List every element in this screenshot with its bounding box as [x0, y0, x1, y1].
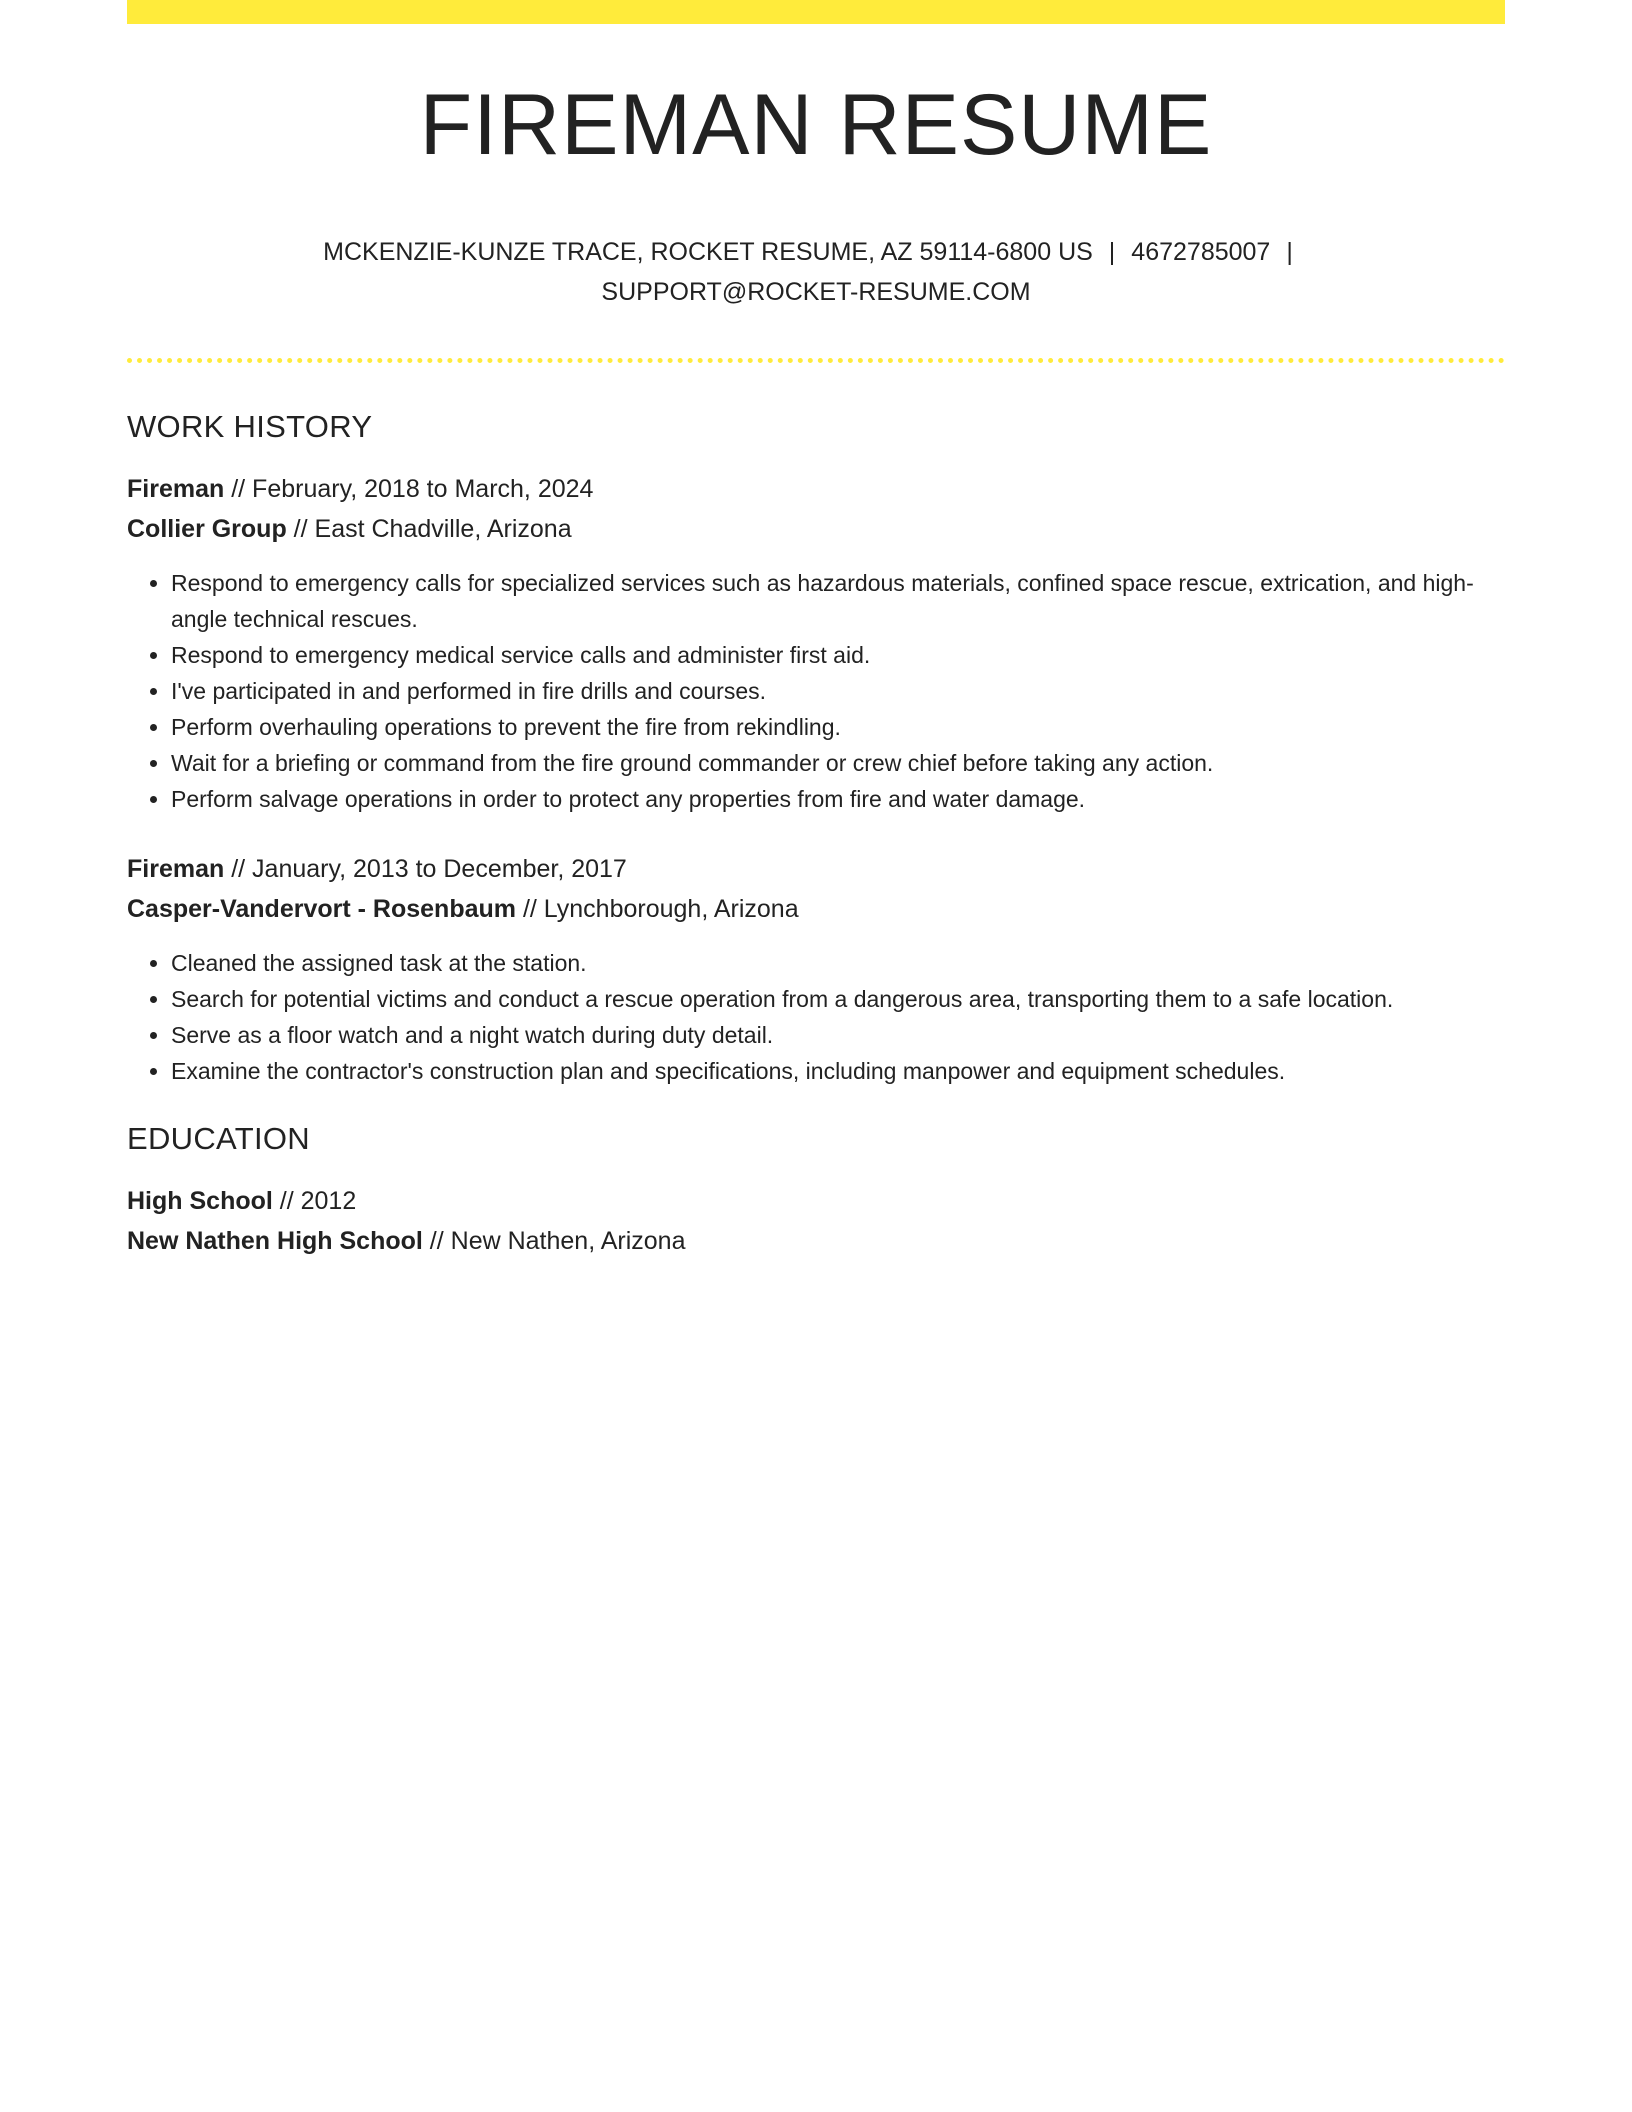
job-duty: • I've participated in and performed in fire drills and courses.: [171, 673, 1505, 709]
job-location: // East Chadville, Arizona: [286, 515, 572, 543]
education-degree-line: [127, 1181, 1505, 1221]
job-duty: • Cleaned the assigned task at the station.: [171, 945, 1505, 981]
job-duty: • Perform salvage operations in order to protect any properties from fire and water damage.: [171, 781, 1505, 817]
job-dates: // January, 2013 to December, 2017: [224, 855, 627, 883]
job-duty: • Respond to emergency calls for specialized services such as hazardous materials, confined space rescue, extrication, and high-angle technical rescues.: [171, 565, 1505, 637]
job-company-line: [127, 889, 1505, 929]
education-entry: [127, 1181, 1505, 1261]
job-duty: • Wait for a briefing or command from the fire ground commander or crew chief before taking any action.: [171, 745, 1505, 781]
job-title-line: [127, 849, 1505, 889]
contact-phone: 4672785007: [1131, 238, 1271, 266]
job-duty: • Serve as a floor watch and a night watch during duty detail.: [171, 1017, 1505, 1053]
education-location: // New Nathen, Arizona: [422, 1227, 686, 1255]
resume-title: FIREMAN RESUME: [419, 77, 1213, 173]
job-entry: [127, 469, 1505, 817]
job-duties-list: [127, 945, 1505, 1089]
contact-info: [127, 232, 1505, 312]
contact-line-2: [127, 272, 1505, 312]
job-title: Fireman: [127, 475, 225, 503]
top-accent-bar: [127, 0, 1505, 24]
contact-line-1: [127, 232, 1505, 272]
job-dates: // February, 2018 to March, 2024: [224, 475, 594, 503]
job-duty: • Search for potential victims and conduct a rescue operation from a dangerous area, transporting them to a safe location.: [171, 981, 1505, 1017]
education-school: New Nathen High School: [127, 1227, 423, 1255]
education-school-line: [127, 1221, 1505, 1261]
education-degree: High School: [127, 1187, 273, 1215]
job-company: Collier Group: [127, 515, 287, 543]
job-duties-list: [127, 565, 1505, 817]
work-history-section: [127, 409, 1505, 1089]
job-title: Fireman: [127, 855, 225, 883]
job-duty: • Examine the contractor's construction plan and specifications, including manpower and equipment schedules.: [171, 1053, 1505, 1089]
section-heading-education: EDUCATION: [127, 1121, 310, 1156]
resume-page: [127, 0, 1505, 1261]
job-duty: • Respond to emergency medical service calls and administer first aid.: [171, 637, 1505, 673]
contact-address: MCKENZIE-KUNZE TRACE, ROCKET RESUME, AZ 59114-6800 US: [323, 238, 1093, 266]
contact-email: SUPPORT@ROCKET-RESUME.COM: [601, 278, 1031, 306]
education-year: // 2012: [272, 1187, 357, 1215]
job-company-line: [127, 509, 1505, 549]
contact-separator: |: [1108, 238, 1116, 266]
contact-separator: |: [1286, 238, 1293, 266]
job-entry: [127, 849, 1505, 1089]
job-location: // Lynchborough, Arizona: [516, 895, 799, 923]
job-company: Casper-Vandervort - Rosenbaum: [127, 895, 516, 923]
education-section: [127, 1121, 1505, 1261]
dotted-divider: [127, 358, 1505, 363]
section-heading-work-history: WORK HISTORY: [127, 409, 373, 444]
job-duty: • Perform overhauling operations to prevent the fire from rekindling.: [171, 709, 1505, 745]
job-title-line: [127, 469, 1505, 509]
